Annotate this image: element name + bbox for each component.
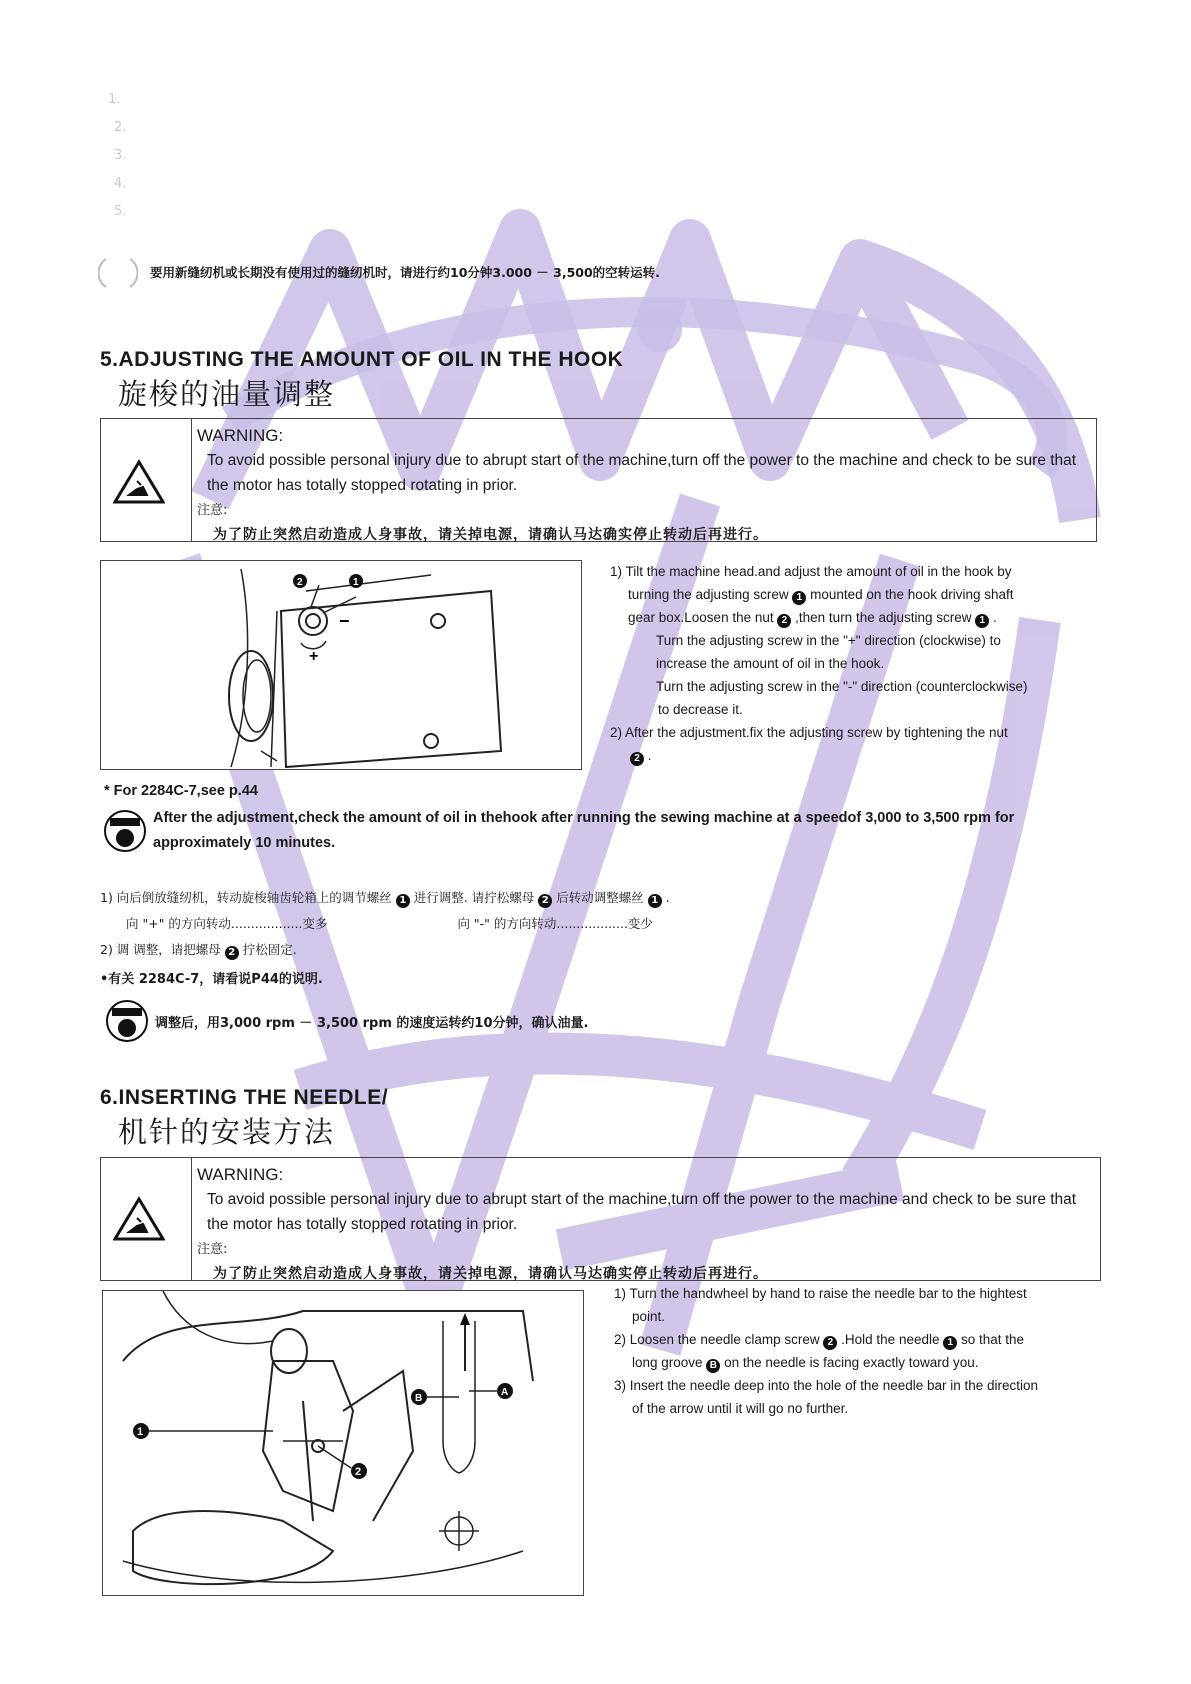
faded-line: 1. bbox=[108, 92, 121, 107]
warning-triangle-icon bbox=[113, 1196, 165, 1247]
step-text: long groove bbox=[632, 1355, 703, 1370]
step-text: turning the adjusting screw bbox=[628, 587, 789, 602]
step-text: 2) Loosen the needle clamp screw bbox=[614, 1332, 820, 1347]
callout-2: 2 bbox=[630, 752, 644, 766]
cn-step-text: 向 "-" 的方向转动..................变少 bbox=[457, 916, 653, 931]
callout-2: 2 bbox=[538, 894, 552, 908]
cn-step-text: 向 "+" 的方向转动..................变多 bbox=[126, 916, 328, 931]
callout-1: 1 bbox=[396, 894, 410, 908]
cn-for-note: •有关 2284C-7，请看说P44的说明. bbox=[100, 972, 323, 987]
caution-hand-icon bbox=[104, 998, 150, 1049]
callout-2: 2 bbox=[777, 614, 791, 628]
callout-1: 1 bbox=[353, 577, 359, 588]
callout-1: 1 bbox=[792, 591, 806, 605]
callout-1: 1 bbox=[943, 1336, 957, 1350]
caution-text: After the adjustment,check the amount of oil in thehook after running the sewing machine at a speedof 3,000 to 3,500 rpm for approximately 10 minutes. bbox=[153, 810, 1015, 851]
section6-title: 6.INSERTING THE NEEDLE/ bbox=[100, 1086, 389, 1109]
warning-box bbox=[100, 418, 1097, 542]
section5-title: 5.ADJUSTING THE AMOUNT OF OIL IN THE HOOK bbox=[100, 348, 624, 371]
callout-1: 1 bbox=[137, 1426, 144, 1438]
step-text: Turn the adjusting screw in the "+" direction (clockwise) to bbox=[656, 633, 1001, 648]
step-text: gear box.Loosen the nut bbox=[628, 610, 774, 625]
step-text: .Hold the needle bbox=[841, 1332, 940, 1347]
callout-1: 1 bbox=[648, 894, 662, 908]
warning-cn-text: 为了防止突然启动造成人身事故，请关掉电源，请确认马达确实停止转动后再进行。 bbox=[213, 527, 768, 543]
step-text: increase the amount of oil in the hook. bbox=[656, 656, 885, 671]
cn-step-text: 2) 调 调整，请把螺母 bbox=[100, 942, 221, 957]
section6-steps bbox=[614, 1282, 1104, 1420]
plus-sign: + bbox=[309, 648, 319, 665]
for-note: * For 2284C-7,see p.44 bbox=[104, 783, 258, 799]
needle-clamp-diagram bbox=[103, 1291, 583, 1595]
callout-2: 2 bbox=[823, 1336, 837, 1350]
step-text: Turn the adjusting screw in the "-" direction (counterclockwise) bbox=[656, 679, 1028, 694]
caution-hand-icon bbox=[102, 808, 148, 859]
warning-text: To avoid possible personal injury due to abrupt start of the machine,turn off the power to the machine and check to be sure that the motor has totally stopped rotating in prior. bbox=[207, 1191, 1077, 1233]
step-text: ,then turn the adjusting screw bbox=[795, 610, 972, 625]
faded-line: 5. bbox=[114, 204, 127, 219]
cn-caution-text: 调整后，用3,000 rpm － 3,500 rpm 的速度运转约10分钟，确认油量. bbox=[155, 1016, 589, 1031]
section5-steps: 1) Tilt the machine head.and adjust the amount of oil in the hook by turning the adjusting screw 1 mounted on the hook driving shaft gear box.Loosen the nut 2 ,then turn the adjusting screw 1 . Turn the adjusting screw in the "+" direction (clockwise) to increase the amount of oil in the hook. Turn the adjusting screw in the "-" direction (counterclockwise) to decrease it. 2) After the adjustment.fix the adjusting screw by tightening the nut 2 . bbox=[610, 560, 1100, 767]
caution-icon bbox=[98, 255, 138, 294]
step-text: on the needle is facing exactly toward you. bbox=[724, 1355, 979, 1370]
step-text: 3) Insert the needle deep into the hole of the needle bar in the direction bbox=[614, 1378, 1039, 1393]
callout-b: B bbox=[415, 1393, 423, 1404]
needle-figure bbox=[102, 1290, 584, 1596]
step-text: of the arrow until it will go no further. bbox=[632, 1401, 849, 1416]
callout-2: 2 bbox=[355, 1466, 362, 1478]
cn-step-text: 后转动调整螺丝 bbox=[556, 890, 644, 905]
section5-subtitle: 旋梭的油量调整 bbox=[118, 377, 336, 411]
cn-steps: 1) 向后倒放缝纫机，转动旋梭轴齿轮箱上的调节螺丝 1 进行调整. 请拧松螺母 2 后转动调整螺丝 1 . 向 "+" 的方向转动..................变多 向 "-" 的方向转动..................变少 2) 调 调整，请把螺母 2 拧松固定. bbox=[100, 890, 670, 958]
cn-step-text: 拧松固定. bbox=[242, 942, 297, 957]
warning-cn-text: 为了防止突然启动造成人身事故，请关掉电源，请确认马达确实停止转动后再进行。 bbox=[213, 1266, 768, 1282]
cn-step-text: 进行调整. 请拧松螺母 bbox=[413, 890, 535, 905]
faded-text-block bbox=[108, 86, 126, 226]
callout-2: 2 bbox=[297, 577, 303, 588]
step-text: 1) Turn the handwheel by hand to raise the needle bar to the hightest bbox=[614, 1286, 1027, 1301]
step-text: 1) Tilt the machine head.and adjust the amount of oil in the hook by bbox=[610, 564, 1012, 579]
warning-cn-label: 注意: bbox=[197, 1242, 228, 1257]
faded-line: 2. bbox=[114, 120, 127, 135]
callout-b: B bbox=[706, 1359, 720, 1373]
warning-label: WARNING: bbox=[197, 1165, 284, 1184]
warning-cn-label: 注意: bbox=[197, 503, 228, 518]
cn-step-text: 1) 向后倒放缝纫机，转动旋梭轴齿轮箱上的调节螺丝 bbox=[100, 890, 392, 905]
step-text: mounted on the hook driving shaft bbox=[810, 587, 1014, 602]
warning-text: To avoid possible personal injury due to abrupt start of the machine,turn off the power to the machine and check to be sure that the motor has totally stopped rotating in prior. bbox=[207, 452, 1077, 494]
step-text: 2) After the adjustment.fix the adjusting screw by tightening the nut bbox=[610, 725, 1008, 740]
step-text: so that the bbox=[961, 1332, 1025, 1347]
hook-gearbox-diagram bbox=[101, 561, 581, 769]
warning-label: WARNING: bbox=[197, 426, 284, 445]
hook-oil-figure bbox=[100, 560, 582, 770]
faded-line: 3. bbox=[114, 148, 127, 163]
callout-a: A bbox=[501, 1387, 509, 1398]
step-text: point. bbox=[632, 1309, 666, 1324]
warning-box bbox=[100, 1157, 1101, 1281]
minus-sign: − bbox=[339, 611, 350, 631]
top-caution-note: 要用新缝纫机或长期没有使用过的缝纫机时，请进行约10分钟3.000 － 3,500的空转运转. bbox=[150, 265, 660, 280]
callout-1: 1 bbox=[975, 614, 989, 628]
faded-line: 4. bbox=[114, 176, 127, 191]
warning-triangle-icon bbox=[113, 459, 165, 510]
section6-subtitle: 机针的安装方法 bbox=[118, 1115, 336, 1149]
step-text: to decrease it. bbox=[658, 702, 743, 717]
callout-2: 2 bbox=[225, 946, 239, 960]
